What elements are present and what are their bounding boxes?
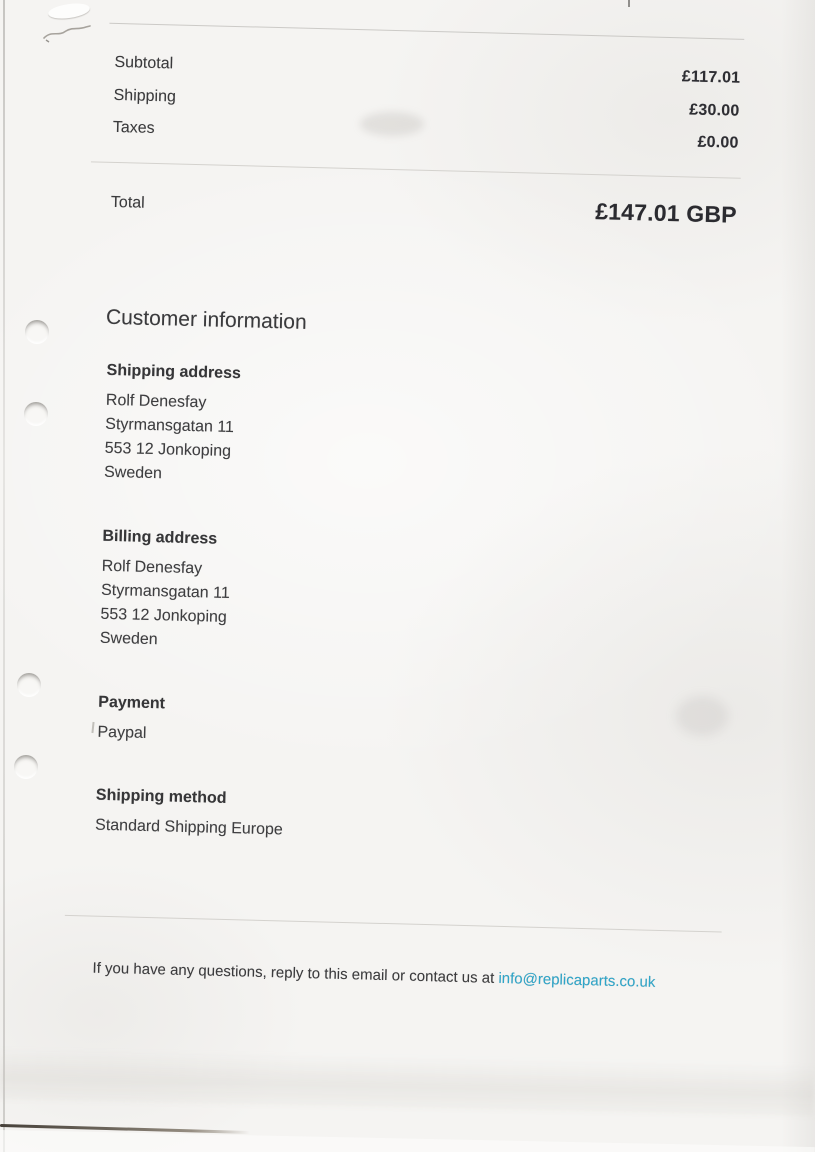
contact-email-link[interactable]: info@replicaparts.co.uk: [498, 969, 656, 991]
address-line: 553 12 Jonkoping: [104, 439, 232, 460]
shipping-method-heading: Shipping method: [95, 786, 227, 807]
shipping-address-block: [104, 389, 235, 488]
taxes-label: Taxes: [112, 118, 155, 137]
address-line: 553 12 Jonkoping: [100, 605, 227, 626]
total-label: Total: [110, 193, 145, 212]
footer-text: If you have any questions, reply to this email or contact us at: [92, 959, 499, 987]
address-line: Rolf Denesfay: [101, 557, 203, 578]
shipping-method-value: Standard Shipping Europe: [94, 816, 284, 839]
total-row: [111, 187, 738, 231]
taxes-row: [112, 116, 738, 156]
scan-stray-mark: [628, 0, 630, 7]
address-line: Sweden: [99, 629, 158, 649]
customer-information-heading: Customer information: [105, 305, 307, 334]
total-value: £147.01 GBP: [594, 198, 738, 228]
address-line: Rolf Denesfay: [105, 391, 207, 412]
table-bottom-rule: [109, 23, 744, 40]
divider: [65, 915, 722, 933]
subtotal-row: [114, 51, 740, 91]
shipping-address-heading: Shipping address: [106, 361, 242, 383]
footer-note: [92, 958, 712, 996]
payment-method: Paypal: [97, 723, 147, 742]
subtotal-value: £117.01: [681, 68, 741, 87]
order-summary: [0, 0, 815, 228]
shipping-label: Shipping: [113, 86, 177, 106]
billing-address-heading: Billing address: [102, 527, 218, 548]
address-line: Styrmansgatan 11: [100, 581, 230, 603]
address-line: Sweden: [103, 463, 163, 483]
billing-address-block: [100, 555, 231, 654]
taxes-value: £0.00: [697, 133, 739, 152]
shipping-value: £30.00: [689, 101, 740, 120]
subtotal-label: Subtotal: [114, 53, 174, 73]
divider: [91, 161, 741, 178]
payment-heading: Payment: [98, 693, 166, 713]
address-line: Styrmansgatan 11: [105, 415, 235, 437]
